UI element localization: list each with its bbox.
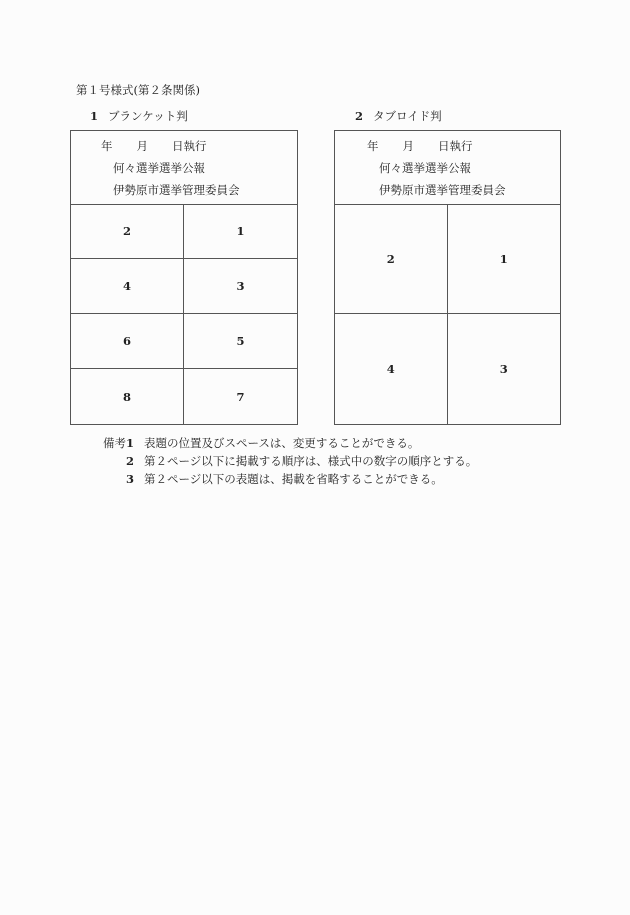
notes-section bbox=[88, 434, 477, 488]
page-cell: 2 bbox=[335, 204, 448, 314]
page-cell: 4 bbox=[335, 314, 448, 424]
layout-1-label bbox=[90, 109, 188, 123]
election-date-line: 年 月 日執行 bbox=[367, 139, 473, 153]
publication-name: 何々選挙選挙公報 bbox=[113, 161, 205, 175]
election-date-line: 年 月 日執行 bbox=[101, 139, 207, 153]
masthead-area bbox=[335, 131, 560, 205]
note-text: 第２ページ以下の表題は、掲載を省略することができる。 bbox=[144, 472, 443, 486]
page-cell: 8 bbox=[71, 369, 184, 424]
note-number: 1 bbox=[125, 436, 134, 450]
page-order-grid bbox=[71, 204, 297, 424]
tabloid-layout-diagram bbox=[334, 130, 561, 425]
note-item bbox=[88, 470, 477, 488]
page-cell: 3 bbox=[499, 362, 508, 376]
page-order-grid bbox=[335, 204, 560, 424]
publication-name: 何々選挙選挙公報 bbox=[379, 161, 471, 175]
form-title: 第１号様式(第２条関係) bbox=[76, 83, 200, 97]
layout-2-title: タブロイド判 bbox=[373, 109, 442, 123]
page-cell: 6 bbox=[71, 314, 184, 369]
masthead-area bbox=[71, 131, 297, 205]
issuer-name: 伊勢原市選挙管理委員会 bbox=[379, 183, 506, 197]
note-item bbox=[88, 434, 477, 452]
layout-2-label bbox=[355, 109, 442, 123]
page-cell: 5 bbox=[184, 314, 297, 369]
note-number: 3 bbox=[125, 472, 134, 486]
note-text: 第２ページ以下に掲載する順序は、様式中の数字の順序とする。 bbox=[144, 454, 478, 468]
note-text: 表題の位置及びスペースは、変更することができる。 bbox=[144, 436, 420, 450]
note-item bbox=[88, 452, 477, 470]
page-cell: 1 bbox=[184, 204, 297, 259]
issuer-name: 伊勢原市選挙管理委員会 bbox=[113, 183, 240, 197]
layout-1-title: ブランケット判 bbox=[108, 109, 188, 123]
page-cell: 7 bbox=[236, 389, 245, 404]
blanket-layout-diagram bbox=[70, 130, 298, 425]
note-number: 2 bbox=[125, 454, 134, 468]
page-cell: 2 bbox=[71, 204, 184, 259]
page-cell: 3 bbox=[184, 259, 297, 314]
page-cell: 1 bbox=[448, 204, 561, 314]
page-cell: 4 bbox=[71, 259, 184, 314]
layout-2-number: 2 bbox=[355, 109, 364, 123]
notes-heading: 備考 bbox=[102, 436, 126, 450]
layout-1-number: 1 bbox=[90, 109, 99, 123]
